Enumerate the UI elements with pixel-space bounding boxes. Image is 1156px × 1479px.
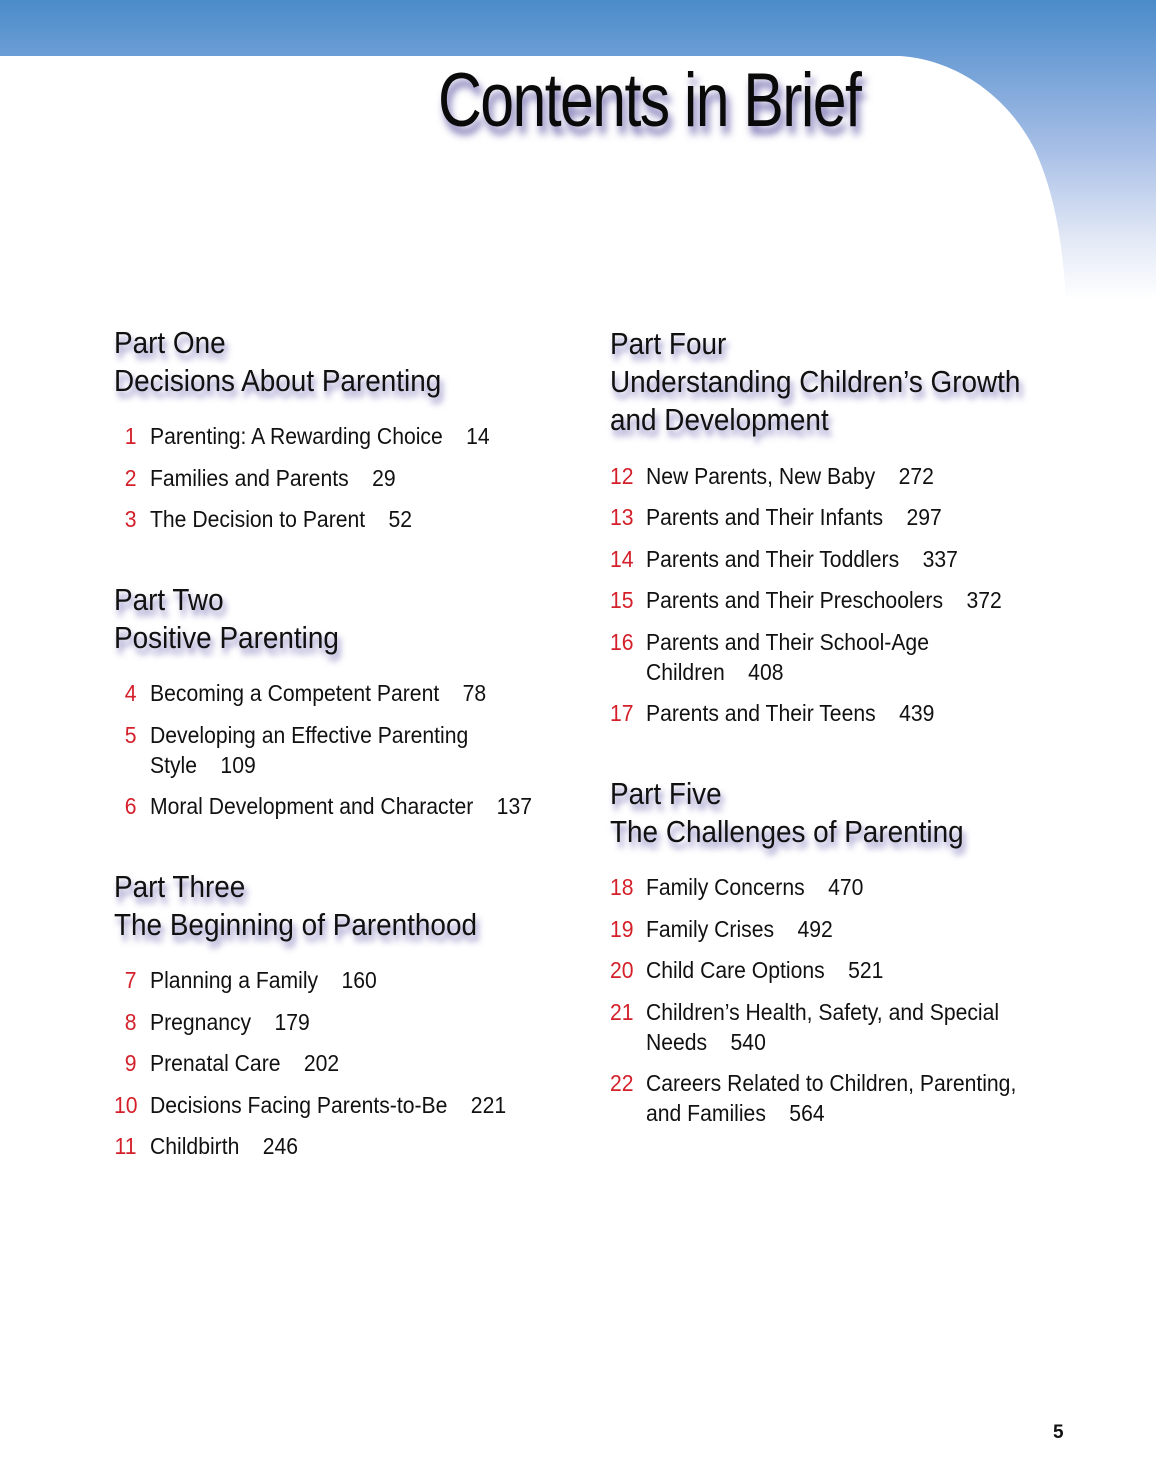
- part-title: Understanding Children’s Growth: [610, 364, 1021, 399]
- toc-entry[interactable]: [610, 1068, 1016, 1128]
- part-heading: [114, 324, 441, 400]
- page-ref: 179: [274, 1009, 310, 1035]
- page-ref: 540: [730, 1029, 766, 1055]
- page-ref: 470: [828, 874, 864, 900]
- chapter-number: 2: [124, 465, 137, 491]
- page-ref: 160: [341, 967, 377, 993]
- chapter-number: 20: [610, 957, 634, 983]
- page-ref: 202: [303, 1050, 340, 1076]
- chapter-number: 3: [124, 506, 137, 532]
- page-ref: 14: [466, 423, 490, 449]
- chapter-number: 6: [124, 793, 137, 819]
- page-ref: 297: [906, 504, 942, 530]
- page-ref: 272: [898, 463, 934, 489]
- page-ref: 29: [372, 465, 396, 491]
- toc-entry[interactable]: [114, 463, 396, 493]
- toc-entry[interactable]: [610, 627, 929, 687]
- toc-entry[interactable]: [114, 791, 532, 821]
- chapter-number: 1: [124, 423, 137, 449]
- part-title: Positive Parenting: [114, 620, 339, 655]
- chapter-number: 11: [114, 1133, 137, 1159]
- page-ref: 492: [797, 916, 833, 942]
- page-ref: 439: [899, 700, 935, 726]
- chapter-title: Pregnancy: [150, 1009, 252, 1035]
- part-heading: [610, 775, 964, 851]
- page-ref: 372: [966, 587, 1002, 613]
- toc-entry[interactable]: [114, 1048, 339, 1078]
- chapter-title: The Decision to Parent: [150, 506, 366, 532]
- part-title: The Beginning of Parenthood: [114, 907, 477, 942]
- chapter-number: 4: [124, 680, 137, 706]
- chapter-number: 22: [610, 1070, 634, 1096]
- chapter-number: 12: [610, 463, 634, 489]
- toc-entry[interactable]: [610, 502, 942, 532]
- chapter-title: Parents and Their Infants: [646, 504, 884, 530]
- page-ref: 52: [388, 506, 413, 532]
- page-number: 5: [1053, 1422, 1064, 1443]
- chapter-title: Prenatal Care: [150, 1050, 281, 1076]
- chapter-number: 13: [610, 504, 634, 530]
- toc-entry[interactable]: [610, 955, 883, 985]
- toc-entry[interactable]: [114, 1090, 506, 1120]
- page-ref: 564: [789, 1100, 825, 1126]
- chapter-title: Planning a Family: [150, 967, 319, 993]
- toc-entry[interactable]: [610, 461, 934, 491]
- page-ref: 137: [496, 793, 532, 819]
- toc-entry[interactable]: [114, 965, 377, 995]
- toc-entry[interactable]: [114, 678, 486, 708]
- chapter-title: Children’s Health, Safety, and Special: [646, 999, 1000, 1025]
- toc-entry[interactable]: [114, 1007, 310, 1037]
- toc-entry[interactable]: [114, 504, 412, 534]
- part-heading: [114, 581, 339, 657]
- toc-entry[interactable]: [610, 872, 863, 902]
- chapter-title: Parents and Their Toddlers: [646, 546, 900, 572]
- chapter-number: 17: [610, 700, 634, 726]
- page-ref: 521: [848, 957, 884, 983]
- toc-entry[interactable]: [610, 997, 999, 1057]
- chapter-title: Decisions Facing Parents-to-Be: [150, 1092, 448, 1118]
- chapter-title: Childbirth: [150, 1133, 240, 1159]
- chapter-number: 5: [124, 722, 137, 748]
- chapter-title-cont: Needs: [646, 1029, 708, 1055]
- chapter-number: 19: [610, 916, 634, 942]
- part-heading: [114, 868, 477, 944]
- part-label: Part Two: [114, 582, 224, 617]
- chapter-title: Parents and Their Preschoolers: [646, 587, 944, 613]
- chapter-title: Becoming a Competent Parent: [150, 680, 440, 706]
- chapter-title-cont: Children: [646, 659, 725, 685]
- part-label: Part One: [114, 325, 226, 360]
- part-heading: [610, 325, 1020, 439]
- toc-entry[interactable]: [610, 698, 934, 728]
- chapter-number: 9: [124, 1050, 137, 1076]
- page-ref: 78: [462, 680, 487, 706]
- chapter-number: 7: [124, 967, 137, 993]
- part-label: Part Five: [610, 776, 722, 811]
- toc-entry[interactable]: [114, 1131, 298, 1161]
- chapter-title: New Parents, New Baby: [646, 463, 876, 489]
- toc-entry[interactable]: [114, 720, 468, 780]
- page-ref: 109: [220, 752, 256, 778]
- toc-entry[interactable]: [114, 421, 490, 451]
- chapter-title: Parenting: A Rewarding Choice: [150, 423, 443, 449]
- chapter-number: 15: [610, 587, 634, 613]
- chapter-title: Family Crises: [646, 916, 775, 942]
- toc-entry[interactable]: [610, 585, 1002, 615]
- chapter-title: Parents and Their School-Age: [646, 629, 929, 655]
- toc-entry[interactable]: [610, 544, 958, 574]
- part-label: Part Three: [114, 869, 246, 904]
- part-title: The Challenges of Parenting: [610, 814, 964, 849]
- chapter-title: Developing an Effective Parenting: [150, 722, 469, 748]
- page-ref: 337: [922, 546, 958, 572]
- chapter-number: 10: [114, 1092, 138, 1118]
- toc-entry[interactable]: [610, 914, 833, 944]
- chapter-title-cont: and Families: [646, 1100, 766, 1126]
- page-ref: 408: [748, 659, 784, 685]
- chapter-title: Parents and Their Teens: [646, 700, 876, 726]
- chapter-title: Families and Parents: [150, 465, 349, 491]
- chapter-title: Moral Development and Character: [150, 793, 474, 819]
- header-banner: [0, 0, 1156, 300]
- chapter-number: 14: [610, 546, 634, 572]
- page-title: Contents in Brief: [438, 58, 861, 143]
- page-ref: 221: [470, 1092, 507, 1118]
- chapter-number: 8: [124, 1009, 137, 1035]
- part-title-cont: and Development: [610, 402, 829, 437]
- part-title: Decisions About Parenting: [114, 363, 442, 398]
- chapter-title-cont: Style: [150, 752, 198, 778]
- page-ref: 246: [262, 1133, 299, 1159]
- chapter-number: 16: [610, 629, 634, 655]
- chapter-number: 18: [610, 874, 634, 900]
- part-label: Part Four: [610, 326, 727, 361]
- chapter-number: 21: [610, 999, 634, 1025]
- chapter-title: Careers Related to Children, Parenting,: [646, 1070, 1017, 1096]
- chapter-title: Family Concerns: [646, 874, 805, 900]
- chapter-title: Child Care Options: [646, 957, 825, 983]
